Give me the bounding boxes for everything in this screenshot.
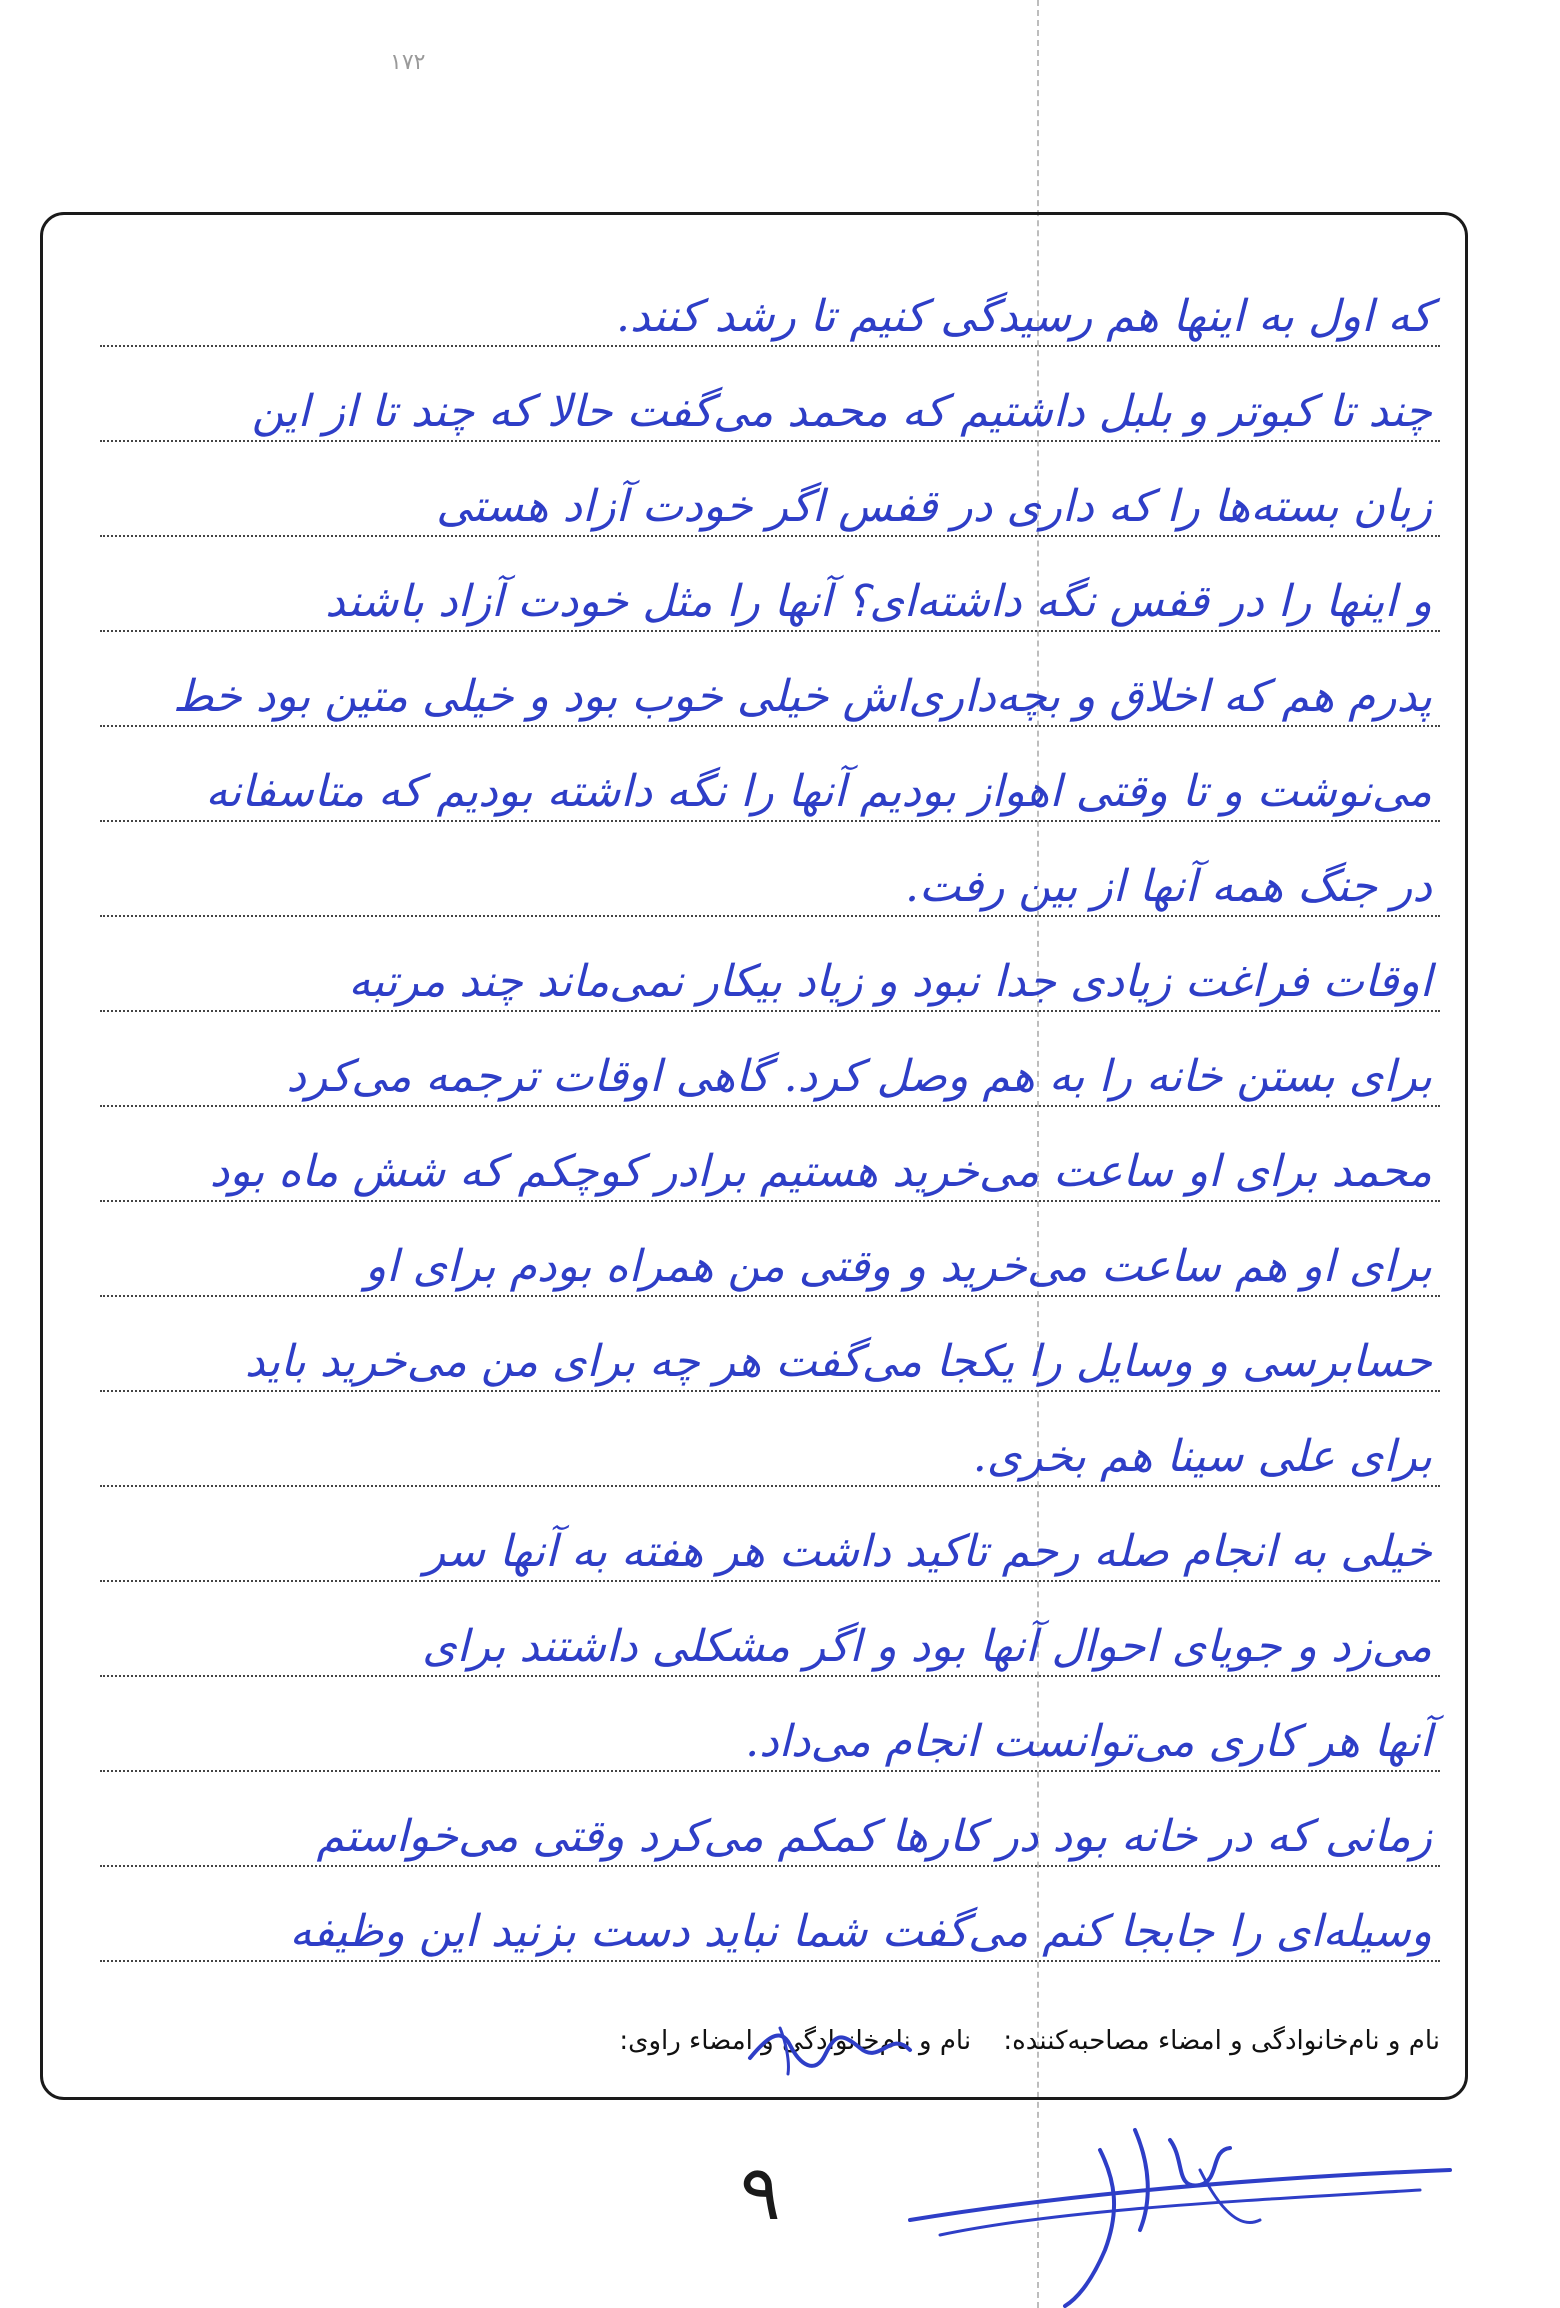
- line-13: [100, 1392, 1440, 1487]
- handwritten-line: آنها هر کاری می‌توانست انجام می‌داد.: [745, 1715, 1432, 1767]
- handwritten-line: که اول به اینها هم رسیدگی کنیم تا رشد کنند.: [616, 290, 1432, 342]
- interviewer-signature-icon: [740, 2010, 920, 2080]
- line-14: [100, 1487, 1440, 1582]
- narrator-signature-icon: [900, 2110, 1460, 2308]
- line-2: [100, 347, 1440, 442]
- handwritten-line: برای علی سینا هم بخری.: [972, 1430, 1432, 1482]
- handwritten-line: برای او هم ساعت می‌خرید و وقتی من همراه بودم برای او: [365, 1240, 1432, 1292]
- line-3: [100, 442, 1440, 537]
- line-7: [100, 822, 1440, 917]
- handwritten-line: پدرم هم که اخلاق و بچه‌داری‌اش خیلی خوب بود و خیلی متین بود خط: [172, 670, 1432, 722]
- line-5: [100, 632, 1440, 727]
- handwritten-line: خیلی به انجام صله رحم تاکید داشت هر هفته به آنها سر: [424, 1525, 1432, 1577]
- handwritten-line: محمد برای او ساعت می‌خرید هستیم برادر کوچکم که شش ماه بود: [209, 1145, 1432, 1197]
- line-10: [100, 1107, 1440, 1202]
- handwritten-line: زمانی که در خانه بود در کارها کمکم می‌کرد وقتی می‌خواستم: [316, 1810, 1432, 1862]
- line-15: [100, 1582, 1440, 1677]
- handwritten-line: برای بستن خانه را به هم وصل کرد. گاهی اوقات ترجمه می‌کرد: [286, 1050, 1432, 1102]
- line-12: [100, 1297, 1440, 1392]
- page-number: ۹: [740, 2148, 781, 2237]
- line-16: [100, 1677, 1440, 1772]
- narrator-label: نام و نام‌خانوادگی و امضاء راوی:: [619, 2026, 972, 2056]
- line-9: [100, 1012, 1440, 1107]
- handwritten-line: حسابرسی و وسایل را یکجا می‌گفت هر چه برای من می‌خرید باید: [244, 1335, 1432, 1387]
- line-4: [100, 537, 1440, 632]
- line-6: [100, 727, 1440, 822]
- handwritten-line: وسیله‌ای را جابجا کنم می‌گفت شما نباید دست بزنید این وظیفه: [289, 1905, 1432, 1957]
- handwritten-line: می‌زد و جویای احوال آنها بود و اگر مشکلی داشتند برای: [422, 1620, 1432, 1672]
- handwritten-line: می‌نوشت و تا وقتی اهواز بودیم آنها را نگه داشته بودیم که متاسفانه: [205, 765, 1432, 817]
- handwritten-line: در جنگ همه آنها از بین رفت.: [905, 860, 1432, 912]
- line-18: [100, 1867, 1440, 1962]
- line-1: [100, 252, 1440, 347]
- ruled-lines: [100, 252, 1440, 2032]
- handwritten-line: و اینها را در قفس نگه داشته‌ای؟ آنها را مثل خودت آزاد باشند: [325, 575, 1432, 627]
- interviewer-label: نام و نام‌خانوادگی و امضاء مصاحبه‌کننده:: [1003, 2026, 1440, 2056]
- handwritten-line: زبان بسته‌ها را که داری در قفس اگر خودت آزاد هستی: [436, 480, 1432, 532]
- page-top-mark: ۱۷۲: [390, 50, 426, 75]
- line-17: [100, 1772, 1440, 1867]
- handwritten-line: اوقات فراغت زیادی جدا نبود و زیاد بیکار نمی‌ماند چند مرتبه: [348, 955, 1432, 1007]
- handwritten-line: چند تا کبوتر و بلبل داشتیم که محمد می‌گفت حالا که چند تا از این: [251, 385, 1432, 437]
- line-8: [100, 917, 1440, 1012]
- line-11: [100, 1202, 1440, 1297]
